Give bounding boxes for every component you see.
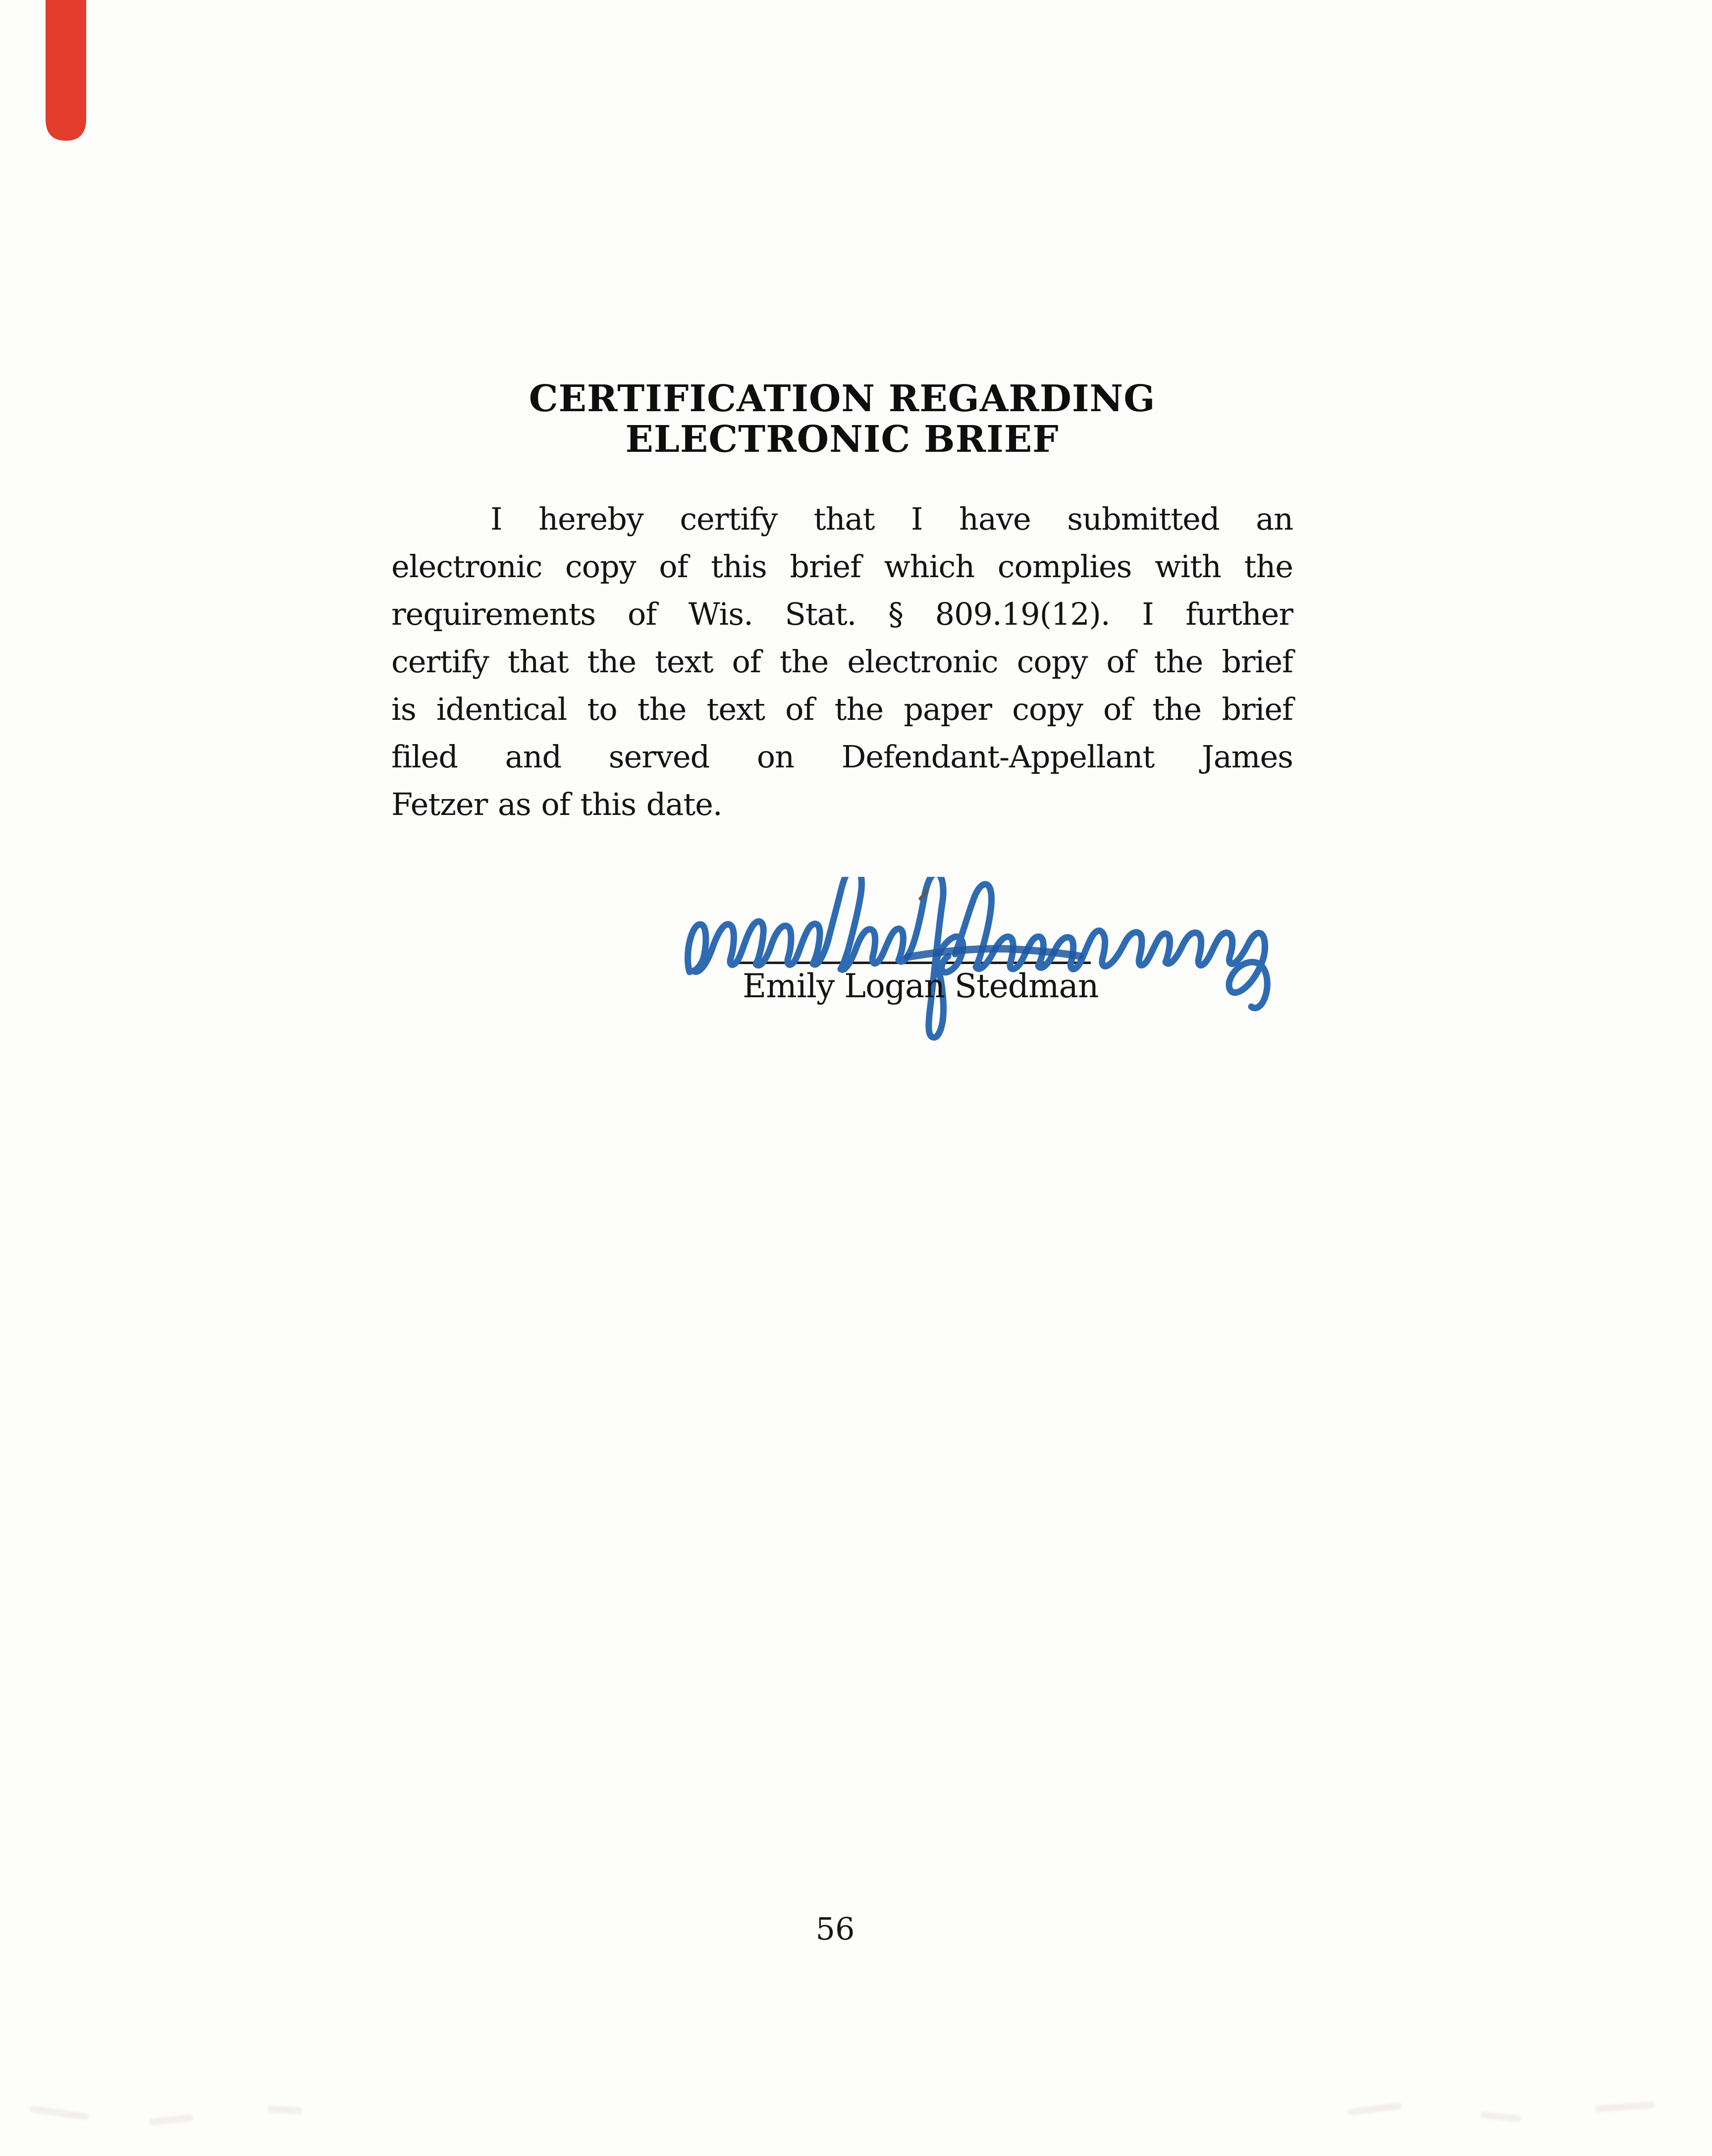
paragraph-line: certify that the text of the electronic copy of the brief (391, 644, 1293, 680)
paragraph-line: requirements of Wis. Stat. § 809.19(12). I further (391, 596, 1293, 632)
red-strip-shape (46, 0, 86, 141)
signatory-name: Emily Logan Stedman (743, 967, 1099, 1005)
scan-noise-speck (1595, 2102, 1655, 2112)
page-number: 56 (815, 1911, 855, 1947)
heading-line-1: CERTIFICATION REGARDING (529, 377, 1156, 420)
scan-noise-speck (268, 2105, 303, 2115)
signature-stroke-main (688, 877, 1267, 1037)
paragraph-line: is identical to the text of the paper copy of the brief (391, 691, 1293, 727)
scan-noise-speck (1481, 2111, 1521, 2122)
paragraph-line: electronic copy of this brief which complies with the (391, 548, 1293, 585)
paragraph-line: filed and served on Defendant-Appellant James (391, 739, 1293, 775)
certification-paragraph (391, 495, 1293, 828)
paragraph-line: I hereby certify that I have submitted an (490, 501, 1293, 537)
certification-heading (391, 378, 1293, 460)
paragraph-line: Fetzer as of this date. (391, 786, 722, 822)
scan-noise-speck (30, 2105, 90, 2121)
scan-noise-speck (149, 2114, 194, 2125)
heading-line-2: ELECTRONIC BRIEF (625, 418, 1059, 461)
scan-noise-speck (1347, 2102, 1402, 2115)
signature-ink (684, 877, 1288, 1045)
scan-artifact-red-strip (44, 0, 88, 143)
